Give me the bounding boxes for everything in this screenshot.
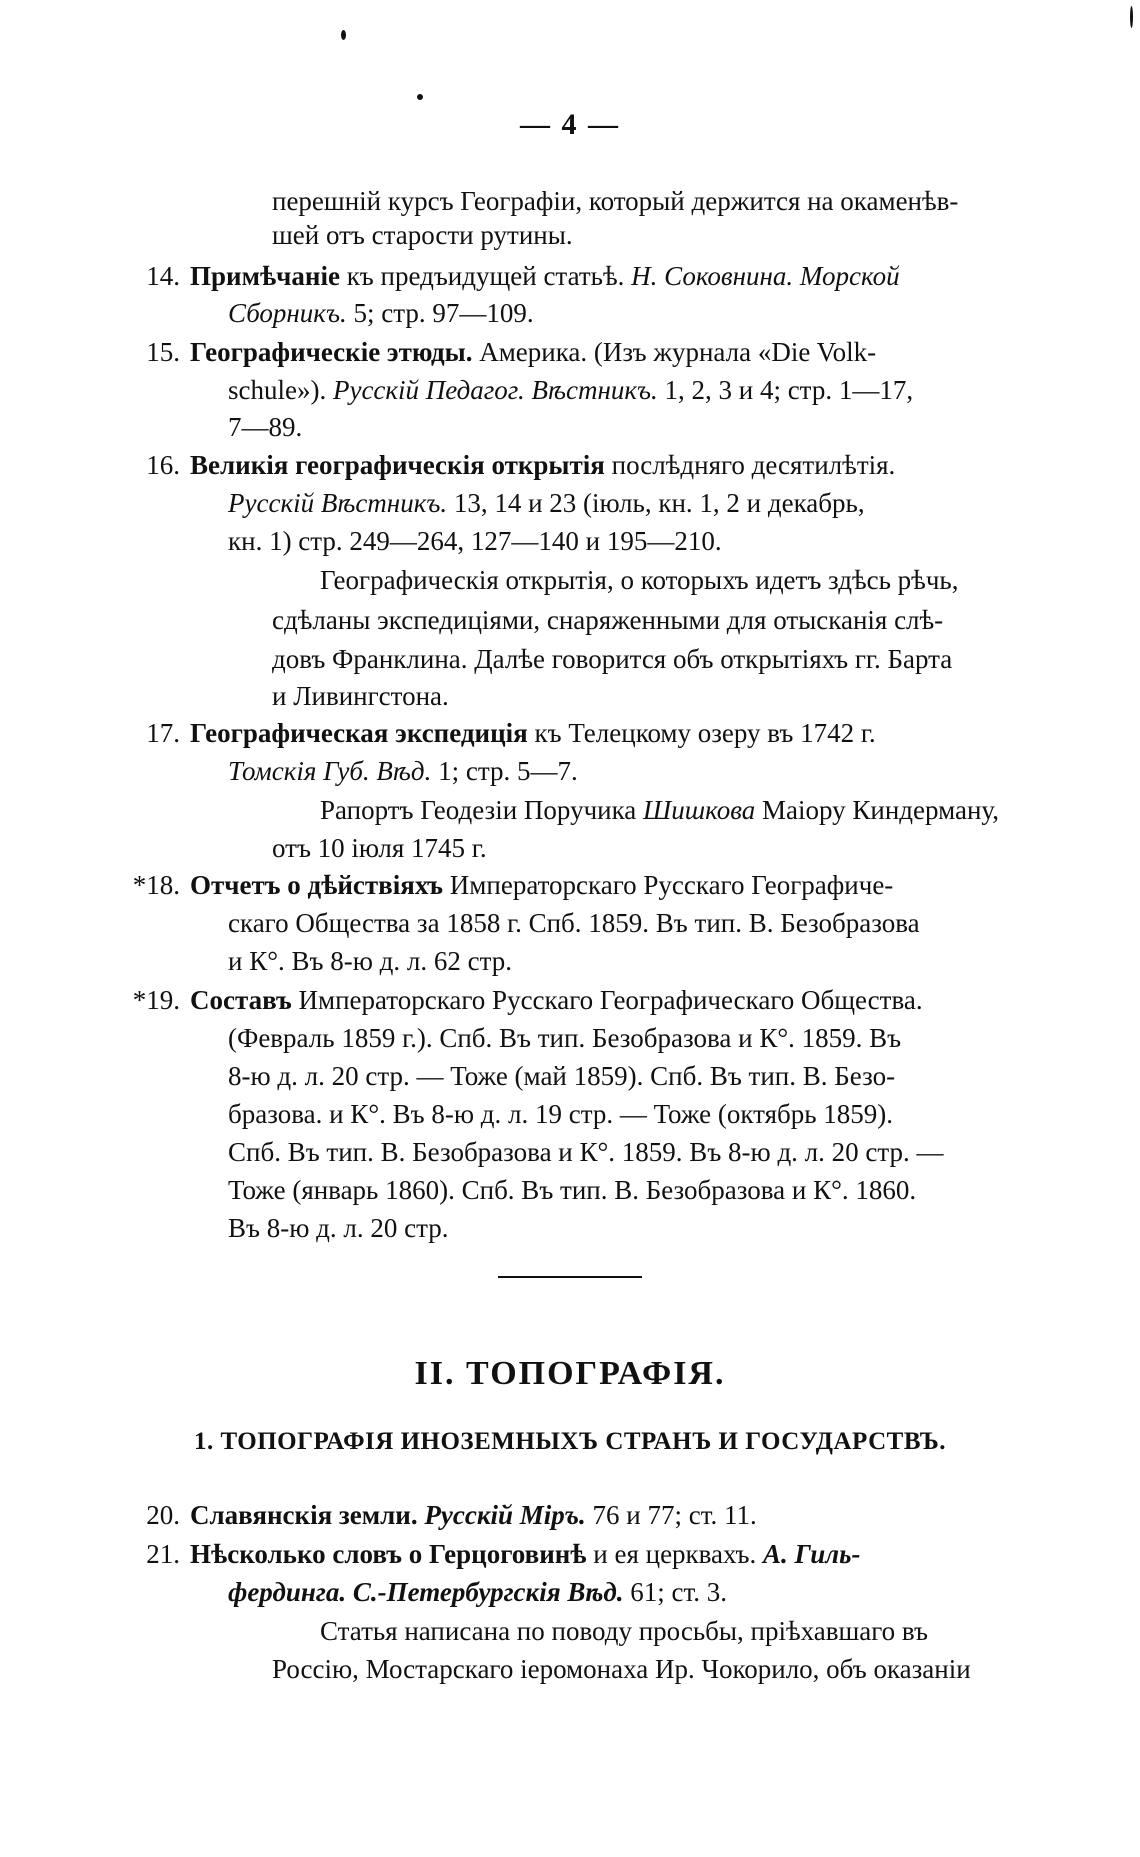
entry-17-pages: 1; стр. 5—7. [431, 756, 578, 786]
entry-19-title: Составъ [190, 985, 292, 1015]
entry-15-number: 15. [146, 337, 180, 367]
entry-20-source: Русскій Міръ. [424, 1500, 586, 1530]
entry-15-line-3: 7—89. [228, 412, 303, 442]
entry-15-line-2-start: schule»). [228, 375, 333, 405]
entry-18-line-1 [190, 868, 893, 902]
entry-17-note-name: Шишкова [643, 795, 756, 825]
entry-21-title: Нѣсколько словъ о Герцоговинѣ [190, 1539, 587, 1569]
section-divider [498, 1276, 642, 1278]
entry-15-source: Русскій Педагог. Вѣстникъ. [332, 375, 658, 405]
entry-14-line-1 [190, 259, 900, 293]
entry-18-line-2: скаго Общества за 1858 г. Спб. 1859. Въ тип. В. Безобразова [228, 908, 920, 938]
entry-14-text: къ предъидущей статьѣ. [339, 261, 632, 291]
entry-17-title: Географическая экспедиція [190, 718, 528, 748]
entry-21-number: 21. [146, 1539, 180, 1569]
section-title: II. ТОПОГРАФІЯ. [414, 1355, 726, 1392]
entry-18-line-3: и К°. Въ 8-ю д. л. 62 стр. [228, 946, 512, 976]
entry-19-text: Императорскаго Русскаго Географическаго Общества. [291, 985, 923, 1015]
entry-15-line-1 [190, 335, 876, 369]
entry-15-pages: 1, 2, 3 и 4; стр. 1—17, [657, 375, 914, 405]
entry-14-author: Н. Соковнина. Морской [631, 261, 900, 291]
entry-21-line-2 [228, 1575, 727, 1609]
entry-19-line-2: (Февраль 1859 г.). Спб. Въ тип. Безобразова и К°. 1859. Въ [228, 1023, 902, 1053]
entry-14-pages: 5; стр. 97—109. [346, 298, 534, 328]
entry-17-line-2 [228, 754, 578, 788]
entry-16-line-3: кн. 1) стр. 249—264, 127—140 и 195—210. [228, 526, 722, 556]
entry-17-note-rest: Маіору Киндерману, [755, 795, 999, 825]
entry-13-line-1: перешній курсъ Географіи, который держится на окаменѣв- [272, 186, 959, 216]
entry-19-line-5: Спб. Въ тип. В. Безобразова и К°. 1859. Въ 8-ю д. л. 20 стр. — [228, 1137, 944, 1167]
entry-16-note-1: Географическія открытія, о которыхъ идетъ здѣсь рѣчь, [320, 565, 959, 595]
entry-19-line-3: 8-ю д. л. 20 стр. — Тоже (май 1859). Спб. Въ тип. В. Безо- [228, 1061, 896, 1091]
entry-17-line-1 [190, 716, 876, 750]
entry-20-title: Славянскія земли. [190, 1500, 418, 1530]
entry-20-line-1 [190, 1498, 757, 1532]
entry-21-note-1: Статья написана по поводу просьбы, пріѣхавшаго въ [320, 1616, 928, 1646]
entry-17-note-start: Рапортъ Геодезіи Поручика [320, 795, 644, 825]
entry-13-line-2: шей отъ старости рутины. [272, 220, 573, 250]
page-number: — 4 — [520, 108, 620, 141]
entry-17-note-1 [320, 793, 999, 827]
entry-18-number: *18. [132, 870, 180, 900]
entry-16-line-1 [190, 448, 895, 482]
entry-16-line-2 [228, 486, 865, 520]
entry-14-source: Сборникъ. [228, 298, 347, 328]
entry-21-line-1 [190, 1537, 861, 1571]
entry-14-number: 14. [146, 261, 180, 291]
entry-21-author: А. Гиль- [762, 1539, 861, 1569]
entry-15-title: Географическіе этюды. [190, 337, 473, 367]
entry-15-text: Америка. (Изъ журнала «Die Volk- [472, 337, 877, 367]
entry-21-text: и ея церквахъ. [586, 1539, 763, 1569]
entry-14-line-2 [228, 296, 534, 330]
entry-17-number: 17. [146, 718, 180, 748]
entry-17-note-2: отъ 10 іюля 1745 г. [272, 833, 487, 863]
entry-16-note-2: сдѣланы экспедиціями, снаряженными для отысканія слѣ- [272, 605, 944, 635]
entry-16-title: Великія географическія открытія [190, 450, 605, 480]
entry-21-source: фердинга. С.-Петербургскія Вѣд. [228, 1577, 624, 1607]
entry-16-number: 16. [146, 450, 180, 480]
entry-16-issues: 13, 14 и 23 (іюль, кн. 1, 2 и декабрь, [447, 488, 865, 518]
entry-19-line-6: Тоже (январь 1860). Спб. Въ тип. В. Безобразова и К°. 1860. [228, 1175, 917, 1205]
entry-20-pages: 76 и 77; ст. 11. [585, 1500, 757, 1530]
entry-17-source: Томскія Губ. Вѣд. [228, 756, 432, 786]
entry-19-line-4: бразова. и К°. Въ 8-ю д. л. 19 стр. — Тоже (октябрь 1859). [228, 1099, 894, 1129]
entry-16-source: Русскій Вѣстникъ. [228, 488, 448, 518]
entry-16-text: послѣдняго десятилѣтія. [604, 450, 896, 480]
entry-21-note-2: Россію, Мостарскаго іеромонаха Ир. Чокорило, объ оказаніи [272, 1654, 971, 1684]
entry-14-title: Примѣчаніе [190, 261, 340, 291]
entry-19-line-1 [190, 983, 923, 1017]
entry-16-note-4: и Ливингстона. [272, 681, 449, 711]
entry-20-number: 20. [146, 1500, 180, 1530]
subsection-title: 1. ТОПОГРАФІЯ ИНОЗЕМНЫХЪ СТРАНЪ И ГОСУДАРСТВЪ. [193, 1428, 947, 1455]
entry-16-note-3: довъ Франклина. Далѣе говорится объ открытіяхъ гг. Барта [272, 644, 953, 674]
entry-17-text: къ Телецкому озеру въ 1742 г. [527, 718, 876, 748]
entry-19-line-7: Въ 8-ю д. л. 20 стр. [228, 1213, 449, 1243]
entry-21-pages: 61; ст. 3. [623, 1577, 728, 1607]
entry-18-text: Императорскаго Русскаго Географиче- [443, 870, 894, 900]
entry-18-title: Отчетъ о дѣйствіяхъ [190, 870, 444, 900]
entry-15-line-2 [228, 373, 913, 407]
entry-19-number: *19. [132, 985, 180, 1015]
